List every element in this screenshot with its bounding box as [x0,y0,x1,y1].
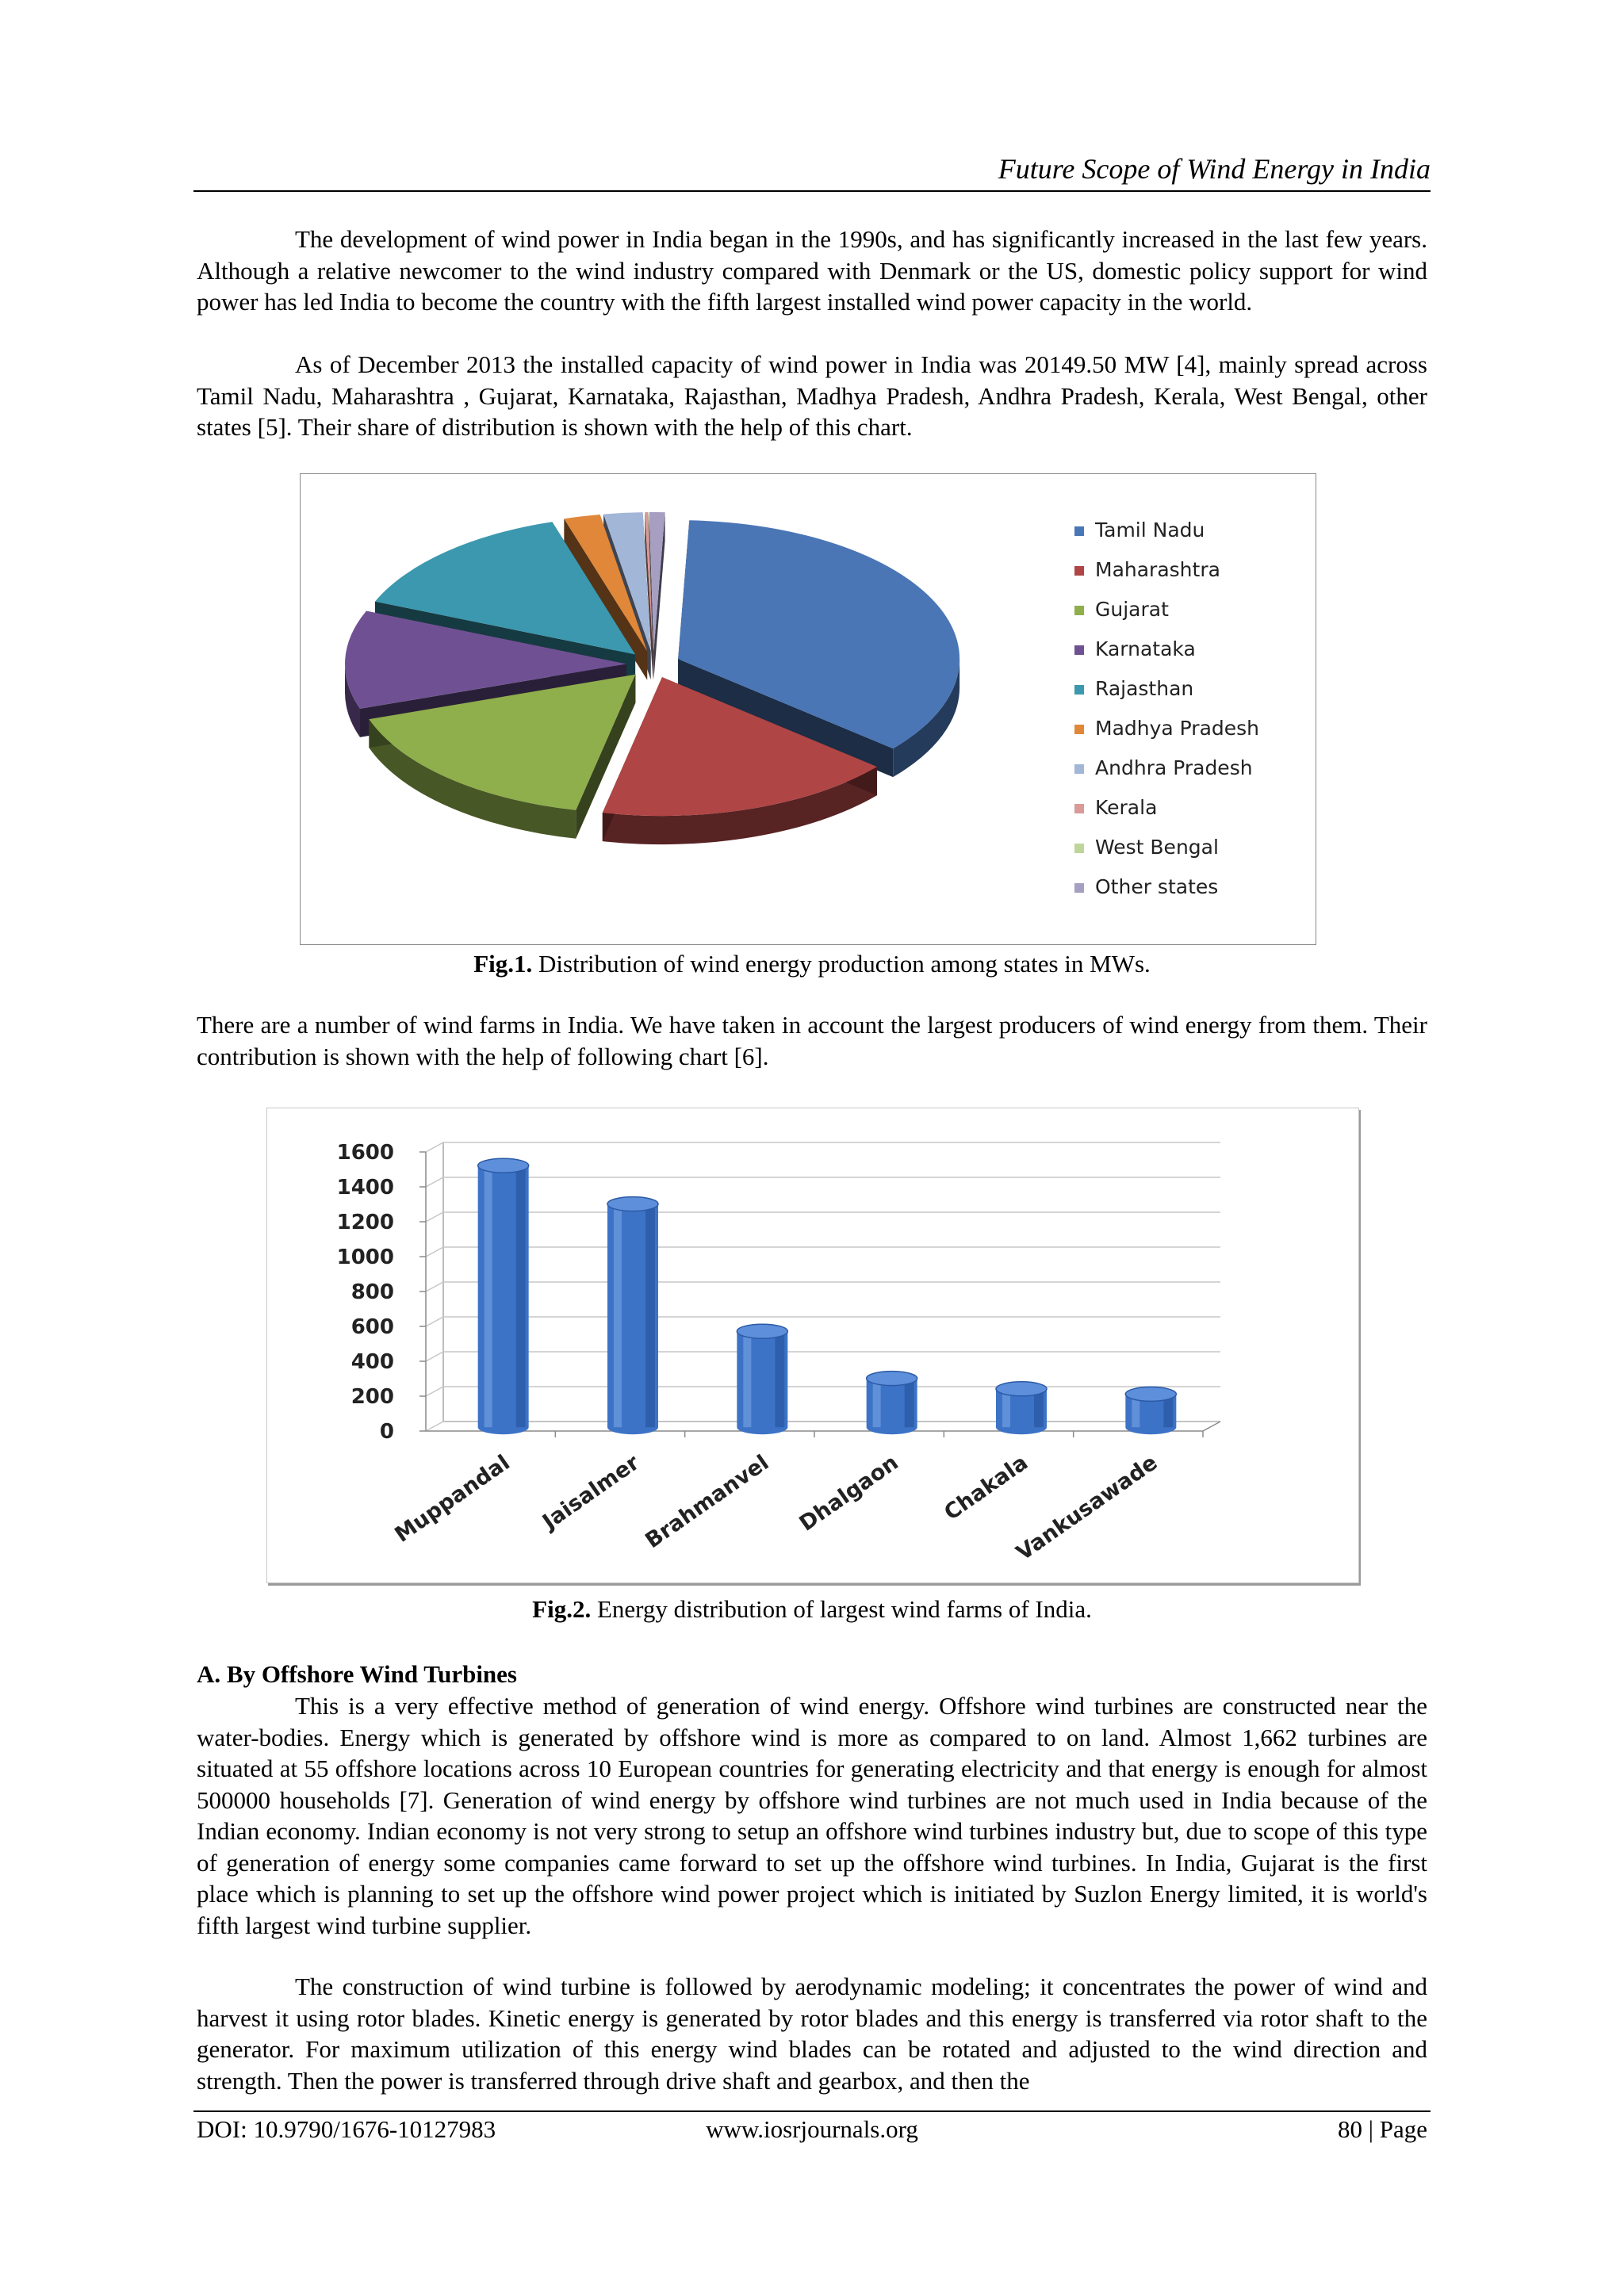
paragraph-intro: The development of wind power in India began in the 1990s, and has significantly increased in the last few years. Although a relative newcomer to the wind industry compared with Denmark or the US, domestic policy support for wind power has led India to become the country with the fifth largest installed wind power capacity in the world. [197,225,1427,316]
legend-label: Other states [1095,875,1219,898]
footer-doi: DOI: 10.9790/1676-10127983 [197,2115,496,2143]
legend-item-rajasthan [1074,677,1193,700]
gridline-1400 [426,1177,1220,1187]
x-tick-label: Vankusawade [1012,1450,1162,1566]
footer-page-number: 80 | Page [1338,2115,1427,2143]
figure-2-caption [0,1595,1624,1624]
figure-2-caption-text: Energy distribution of largest wind farms of India. [591,1595,1092,1623]
x-tick-label: Chakala [940,1450,1033,1526]
section-heading-offshore: A. By Offshore Wind Turbines [197,1660,517,1688]
legend-label: Rajasthan [1095,677,1194,700]
y-tick-label: 1400 [336,1176,394,1200]
x-tick-label: Muppandal [390,1450,515,1548]
legend-item-karnataka [1074,637,1196,660]
legend-swatch [1074,566,1084,576]
bar-jaisalmer [607,1197,658,1435]
y-tick-label: 600 [350,1315,394,1339]
legend-label: West Bengal [1095,836,1219,859]
header-rule [193,190,1431,192]
legend-swatch [1074,606,1084,615]
legend-label: Gujarat [1095,598,1169,621]
bar-muppandal [478,1158,529,1434]
x-tick-label: Jaisalmer [538,1450,645,1535]
x-tick-label: Brahmanvel [641,1450,774,1554]
gridline-1000 [426,1247,1220,1257]
legend-item-tamil-nadu [1074,519,1205,541]
legend-item-other-states [1074,875,1218,898]
paragraph-wind-farms: There are a number of wind farms in India. We have taken in account the largest producers of wind energy from them. Their contribution is shown with the help of following chart [6]. [197,1011,1427,1070]
legend-swatch [1074,844,1084,853]
bar-chakala [996,1382,1047,1434]
gridline-1600 [426,1142,1220,1152]
running-header: Future Scope of Wind Energy in India [998,153,1431,185]
y-tick-label: 400 [350,1350,394,1374]
legend-item-andhra-pradesh [1074,756,1253,779]
legend-item-madhya-pradesh [1074,717,1259,740]
legend-item-west-bengal [1074,836,1219,859]
gridline-600 [426,1317,1220,1326]
gridline-400 [426,1352,1220,1361]
legend-swatch [1074,764,1084,774]
figure-1-label: Fig.1. [473,950,533,978]
legend-label: Maharashtra [1095,558,1220,581]
legend-swatch [1074,725,1084,734]
y-tick-label: 1200 [336,1211,394,1234]
legend-label: Tamil Nadu [1095,519,1205,541]
legend-label: Madhya Pradesh [1095,717,1260,740]
gridline-0 [426,1422,1220,1431]
bar-brahmanvel [737,1324,787,1434]
figure-2-bar-chart [266,1108,1359,1583]
legend-swatch [1074,804,1084,813]
legend-item-kerala [1074,796,1157,819]
y-tick-label: 1000 [336,1246,394,1269]
gridline-1200 [426,1212,1220,1222]
legend-label: Andhra Pradesh [1095,756,1253,779]
legend-swatch [1074,685,1084,695]
gridline-200 [426,1387,1220,1396]
footer-rule [193,2110,1431,2112]
y-tick-label: 200 [350,1385,394,1409]
legend-item-maharashtra [1074,558,1220,581]
figure-1-pie-chart [300,473,1316,945]
x-tick-label: Dhalgaon [795,1450,903,1536]
paragraph-offshore: This is a very effective method of generation of wind energy. Offshore wind turbines are constructed near the water-bodies. Energy which is generated by offshore wind is more as compared to on land. Almost 1,662 turbines are situated at 55 offshore locations across 10 European countries for generating electricity and that energy is enough for almost 500000 households [7]. Generation of wind energy by offshore wind turbines are not much used in India because of the Indian economy. Indian economy is not very strong to setup an offshore wind turbines industry but, due to scope of this type of generation of energy some companies came forward to set up the offshore wind turbines. In India, Gujarat is the first place which is planning to set up the offshore wind power project which is initiated by Suzlon Energy limited, it is world's fifth largest wind turbine supplier. [197,1692,1427,1939]
legend-swatch [1074,645,1084,655]
y-tick-label: 1600 [336,1141,394,1165]
paragraph-construction: The construction of wind turbine is followed by aerodynamic modeling; it concentrates the power of wind and harvest it using rotor blades. Kinetic energy is generated by rotor blades and this energy is transferred via rotor shaft to the generator. For maximum utilization of this energy wind blades can be rotated and adjusted to the wind direction and strength. Then the power is transferred through drive shaft and gearbox, and then the [197,1973,1427,2095]
bar-vankusawade [1125,1387,1176,1434]
footer-website: www.iosrjournals.org [706,2115,918,2143]
legend-item-gujarat [1074,598,1169,621]
gridline-800 [426,1282,1220,1292]
bar-chart [267,1108,1358,1582]
y-tick-label: 0 [379,1420,394,1444]
figure-2-label: Fig.2. [532,1595,592,1623]
legend-label: Kerala [1095,796,1158,819]
pie-chart [301,474,1316,944]
bar-dhalgaon [867,1372,917,1435]
legend-swatch [1074,883,1084,893]
figure-1-caption-text: Distribution of wind energy production among states in MWs. [532,950,1151,978]
paragraph-capacity: As of December 2013 the installed capacity of wind power in India was 20149.50 MW [4], mainly spread across Tamil Nadu, Maharashtra , Gujarat, Karnataka, Rajasthan, Madhya Pradesh, Andhra Pradesh, Kerala, West Bengal, other states [5]. Their share of distribution is shown with the help of this chart. [197,350,1427,441]
figure-1-caption [0,950,1624,978]
y-tick-label: 800 [350,1280,394,1304]
x-axis [426,1422,1220,1431]
legend-swatch [1074,526,1084,536]
legend-label: Karnataka [1095,637,1196,660]
